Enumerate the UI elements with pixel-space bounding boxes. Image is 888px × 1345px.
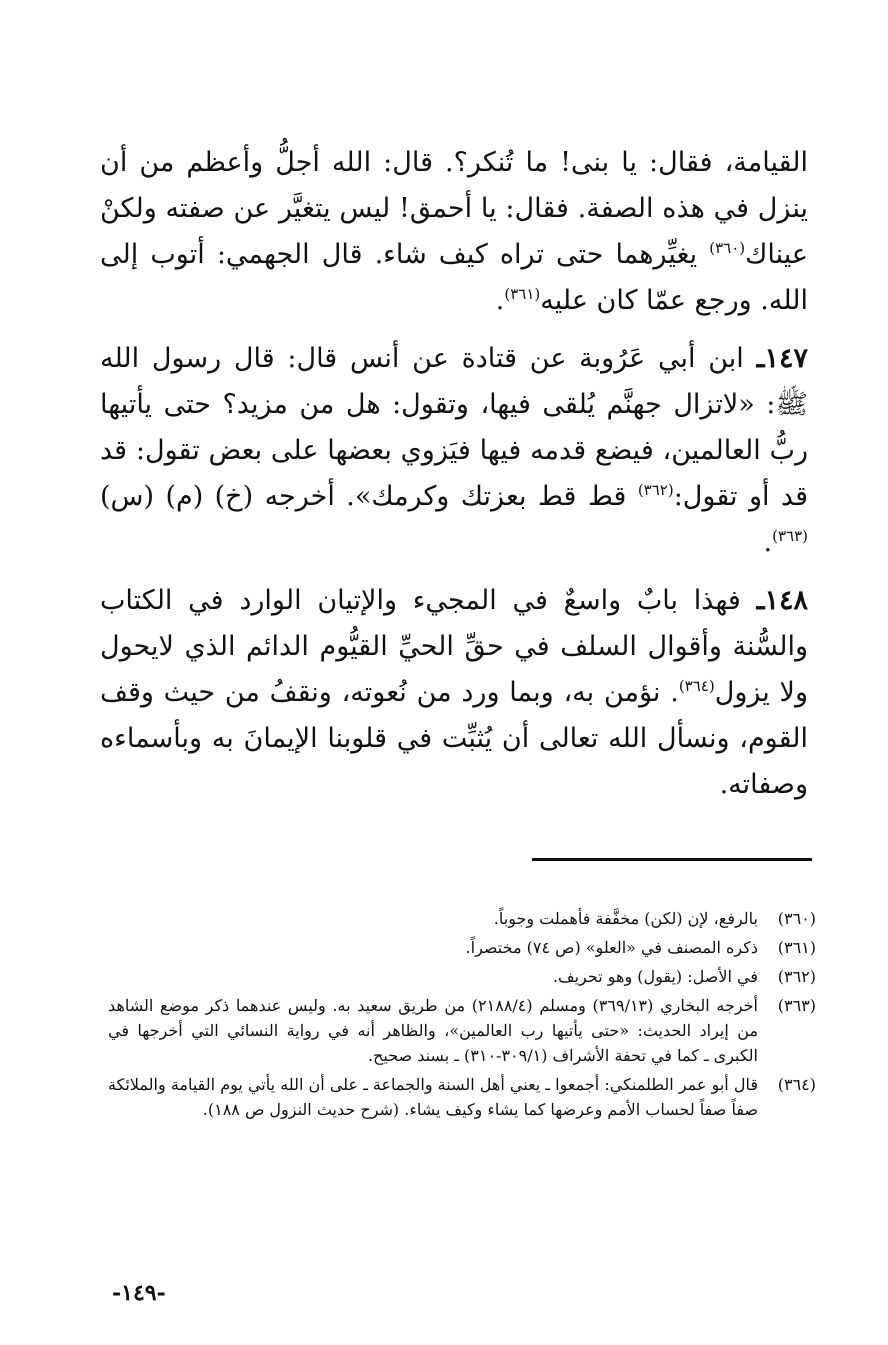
footnote-text: ذكره المصنف في «العلو» (ص ٧٤) مختصراً.: [465, 938, 758, 957]
page-number: -١٤٩-: [112, 1280, 166, 1306]
paragraph-end: .: [763, 527, 773, 558]
footnotes: [108, 906, 816, 1126]
paragraph-148: [100, 578, 808, 808]
paragraph-text: يغيِّرهما حتى تراه كيف شاء. قال الجهمي: أتوب إلى الله. ورجع عمّا كان عليه: [100, 239, 808, 316]
paragraph-text: ابن أبي عَرُوبة عن قتادة عن أنس قال: قال رسول الله ﷺ: «لاتزال جهنَّم يُلقى فيها، وتقول: هل من مزيد؟ حتى يأتيها ربُّ العالمين، فيضع قدمه فيها فيَزوي بعضها على بعض تقول: قد قد أو تقول:: [100, 343, 808, 512]
paragraph-end: .: [495, 285, 505, 316]
item-number: ١٤٨ـ: [756, 585, 808, 616]
footnote-reference[interactable]: (٣٦٠): [709, 239, 746, 257]
footnote-reference[interactable]: (٣٦٤): [678, 677, 715, 695]
paragraph-147: [100, 336, 808, 566]
footnote-364: [108, 1072, 816, 1122]
footnote-number: (٣٦٤): [777, 1075, 816, 1094]
footnote-reference[interactable]: (٣٦٣): [772, 527, 808, 545]
footnote-362: [108, 964, 816, 989]
main-text: [100, 140, 808, 820]
footnote-361: [108, 935, 816, 960]
footnote-number: (٣٦٠): [777, 909, 816, 928]
footnote-text: أخرجه البخاري (٣٦٩/١٣) ومسلم (٢١٨٨/٤) من طريق سعيد به. وليس عندهما ذكر موضع الشاهد من إيراد الحديث: «حتى يأتيها رب العالمين»، والظاهر أنه في رواية النسائي التي أخرجها في الكبرى ـ كما في تحفة الأشراف (٣٠٩/١-٣١٠) ـ بسند صحيح.: [108, 996, 759, 1065]
footnote-reference[interactable]: (٣٦٢): [637, 481, 674, 499]
footnote-number: (٣٦١): [777, 938, 816, 957]
paragraph-text: قط قط بعزتك وكرمك». أخرجه (خ) (م) (س): [100, 481, 638, 512]
footnote-text: قال أبو عمر الطلمنكي: أجمعوا ـ يعني أهل السنة والجماعة ـ على أن الله يأتي يوم القيامة والملائكة صفاً صفاً لحساب الأمم وعرضها كما يشاء وكيف يشاء. (شرح حديث النزول ص ١٨٨).: [108, 1075, 758, 1119]
item-number: ١٤٧ـ: [756, 343, 808, 374]
footnote-text: في الأصل: (يقول) وهو تحريف.: [552, 967, 758, 986]
paragraph-text: القيامة، فقال: يا بنى! ما تُنكر؟. قال: الله أجلُّ وأعظم من أن ينزل في هذه الصفة. فقال: يا أحمق! ليس يتغيَّر عن صفته ولكنْ عيناك: [100, 147, 808, 270]
footnote-number: (٣٦٣): [777, 996, 816, 1015]
footnote-360: [108, 906, 816, 931]
paragraph-text: فهذا بابٌ واسعٌ في المجيء والإتيان الوارد في الكتاب والسُّنة وأقوال السلف في حقِّ الحيِّ القيُّوم الدائم الذي لايحول ولا يزول: [100, 585, 808, 708]
footnote-reference[interactable]: (٣٦١): [504, 285, 541, 303]
footnote-363: [108, 993, 816, 1068]
footnote-divider: [532, 858, 812, 861]
paragraph-text: . نؤمن به، وبما ورد من نُعوته، ونقفُ من حيث وقف القوم، ونسأل الله تعالى أن يُثبِّت في قلوبنا الإيمانَ به وبأسماءه وصفاته.: [100, 677, 808, 800]
footnote-text: بالرفع، لإن (لكن) مخفَّفة فأهملت وجوباً.: [493, 909, 758, 928]
footnote-number: (٣٦٢): [777, 967, 816, 986]
paragraph-1: [100, 140, 808, 324]
